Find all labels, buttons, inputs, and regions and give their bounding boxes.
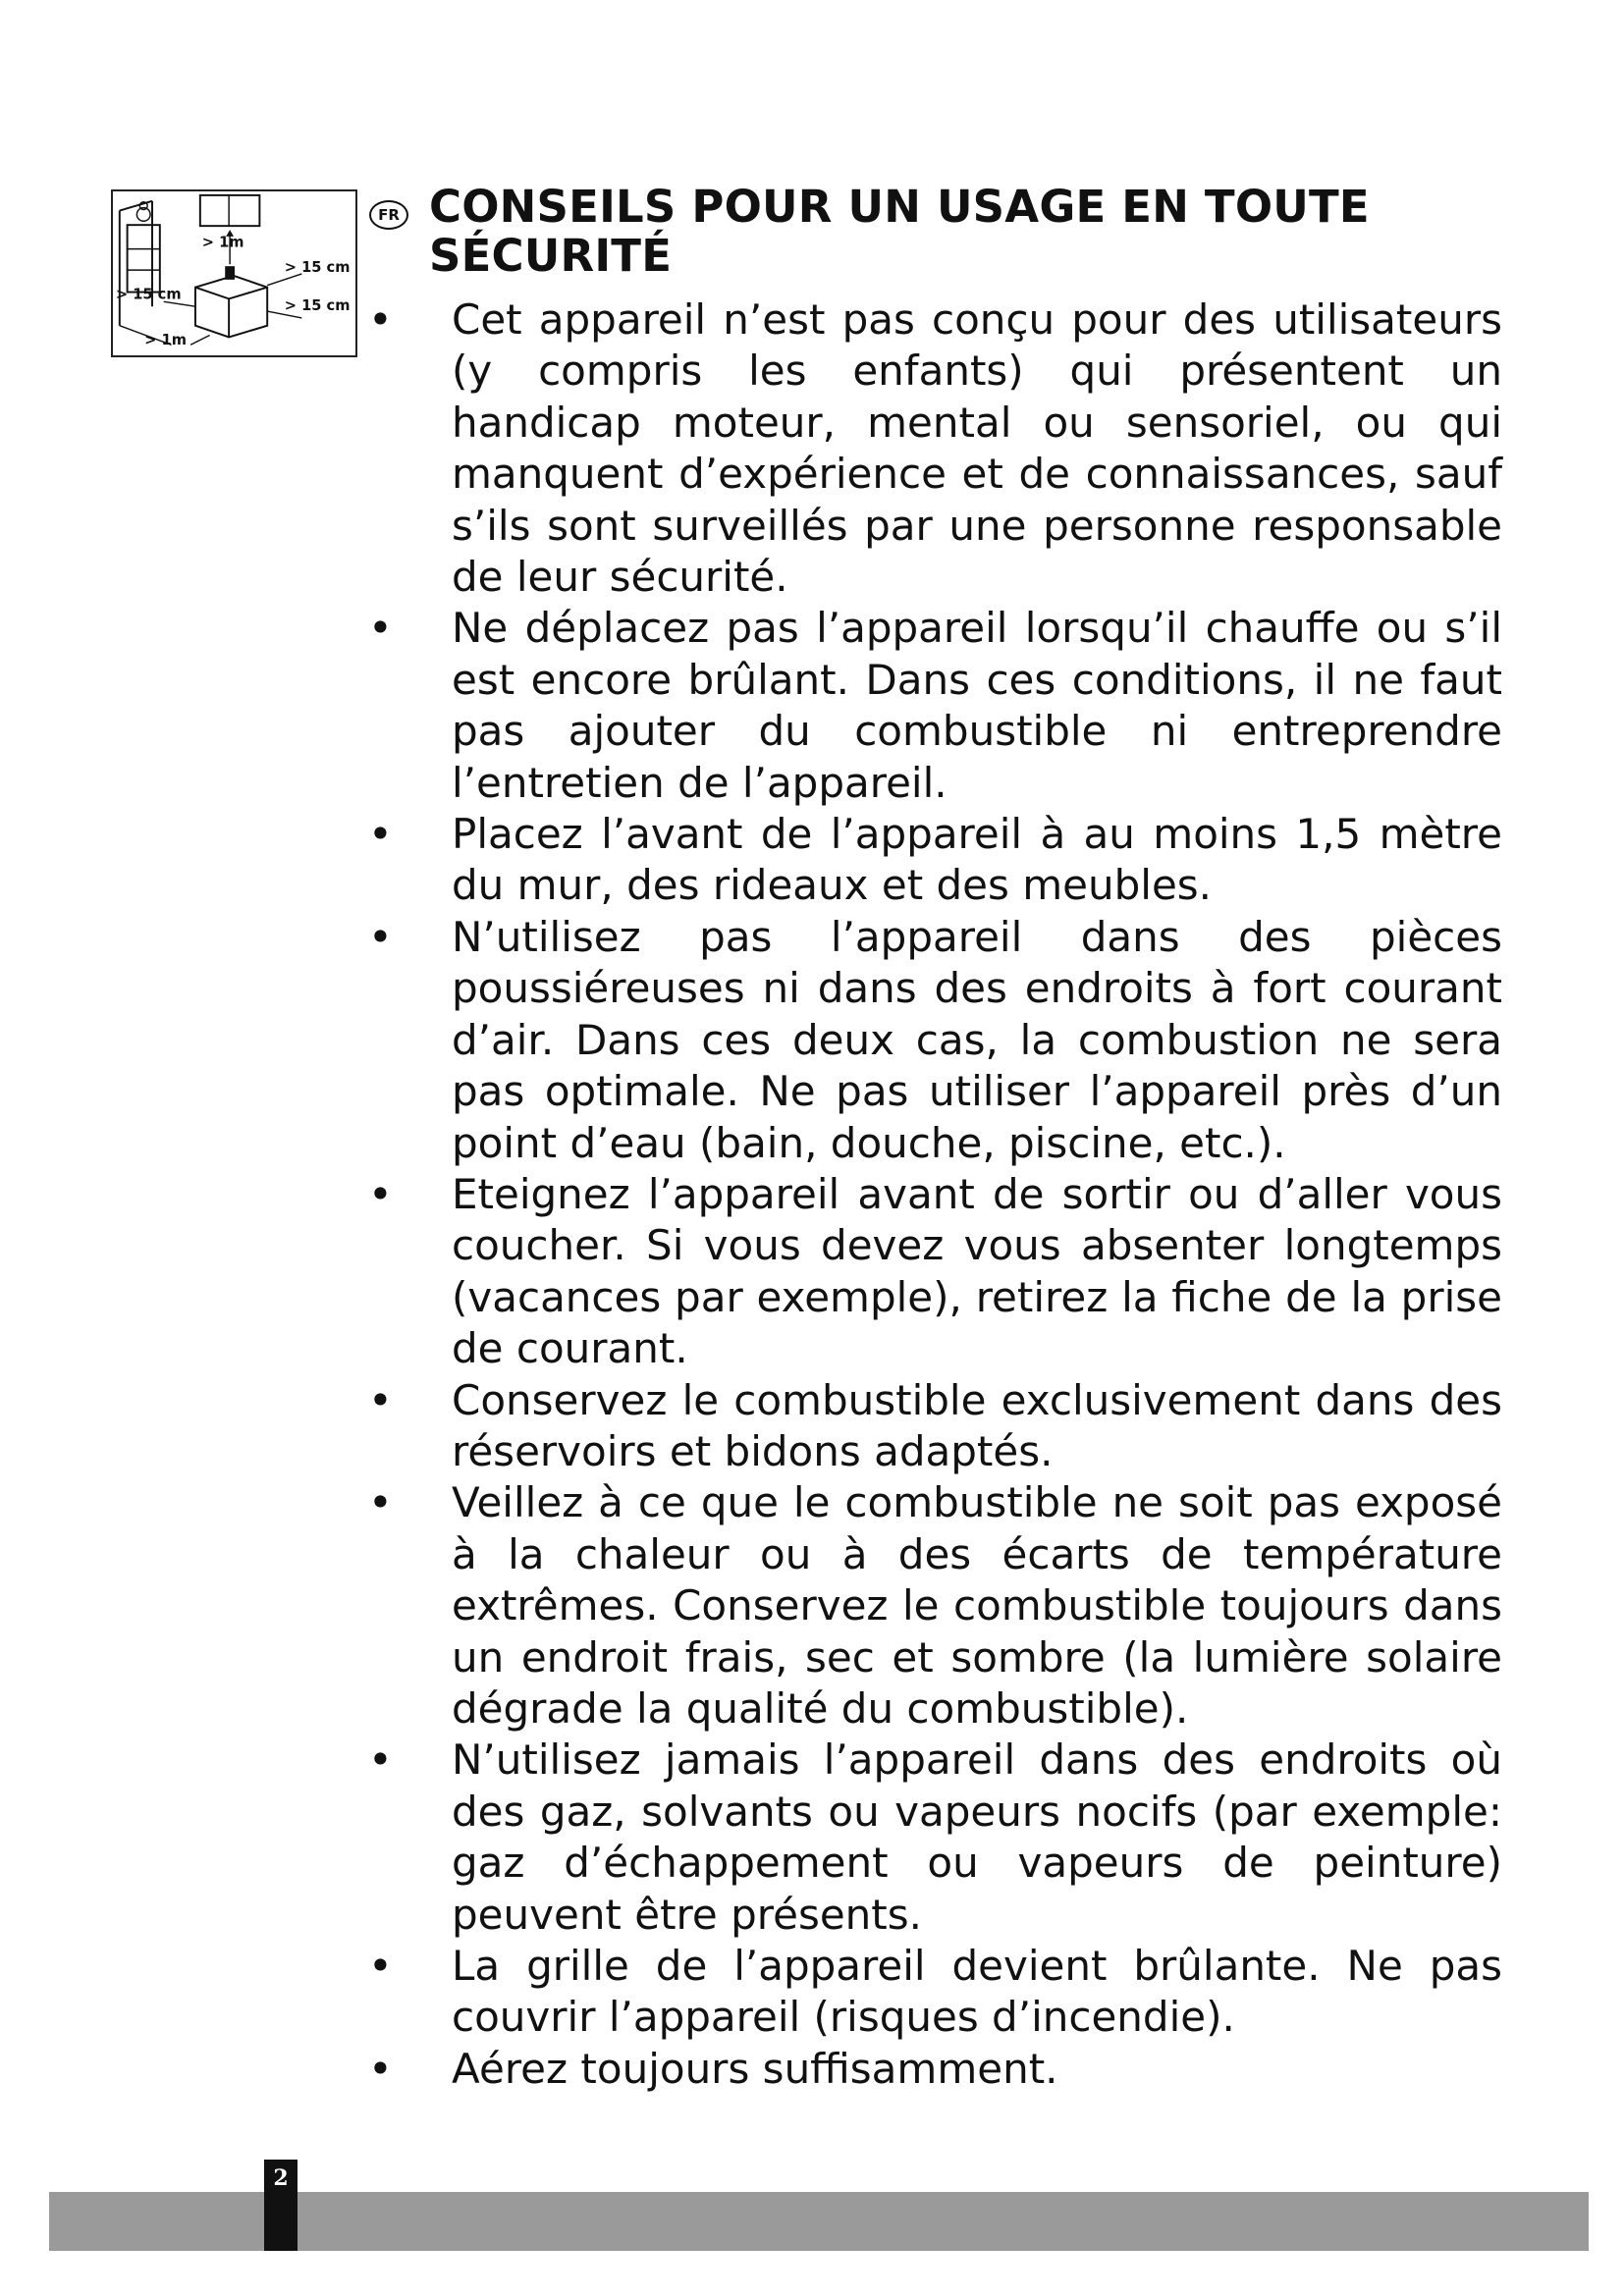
list-item-text: Conservez le combustible exclusivement dans des réservoirs et bidons adaptés. xyxy=(452,1375,1502,1475)
title-line-2: SÉCURITÉ xyxy=(429,230,673,282)
bullet-icon: • xyxy=(368,295,393,344)
language-badge: FR xyxy=(369,200,408,230)
clearance-diagram-drawing xyxy=(113,191,355,355)
list-item-text: N’utilisez jamais l’appareil dans des endroits où des gaz, solvants ou vapeurs nocifs (par exemple: gaz d’échappement ou vapeurs de peinture) peuvent être présents. xyxy=(452,1735,1502,1939)
list-item xyxy=(368,2044,1502,2095)
bullet-icon: • xyxy=(368,1169,393,1218)
list-item-text: Placez l’avant de l’appareil à au moins 1,5 mètre du mur, des rideaux et des meubles. xyxy=(452,810,1502,910)
list-item-text: Aérez toujours suffisamment. xyxy=(452,2044,1058,2093)
title-line-1: CONSEILS POUR UN USAGE EN TOUTE xyxy=(429,181,1370,233)
list-item xyxy=(368,912,1502,1169)
label-right-lower: > 15 cm xyxy=(284,297,351,315)
list-item-text: Veillez à ce que le combustible ne soit pas exposé à la chaleur ou à des écarts de température extrêmes. Conservez le combustible toujours dans un endroit frais, sec et sombre (la lumière solaire dégrade la qualité du combustible). xyxy=(452,1478,1502,1733)
bullet-icon: • xyxy=(368,1375,393,1424)
list-item xyxy=(368,1477,1502,1735)
page-number: 2 xyxy=(264,2160,298,2251)
list-item xyxy=(368,1169,1502,1375)
list-item-text: La grille de l’appareil devient brûlante. Ne pas couvrir l’appareil (risques d’incendie). xyxy=(452,1942,1502,2042)
list-item xyxy=(368,603,1502,809)
label-bottom: > 1m xyxy=(144,332,187,349)
bullet-icon: • xyxy=(368,604,393,653)
clearance-diagram xyxy=(111,189,357,357)
bullet-icon: • xyxy=(368,1942,393,1990)
list-item-text: Ne déplacez pas l’appareil lorsqu’il chauffe ou s’il est encore brûlant. Dans ces conditions, il ne faut pas ajouter du combustible ni entreprendre l’entretien de l’appareil. xyxy=(452,604,1502,807)
label-right-upper: > 15 cm xyxy=(284,259,351,277)
safety-list xyxy=(368,294,1502,2095)
bullet-icon: • xyxy=(368,912,393,961)
list-item-text: Cet appareil n’est pas conçu pour des utilisateurs (y compris les enfants) qui présentent un handicap moteur, mental ou sensoriel, ou qui manquent d’expérience et de connaissances, sauf s’ils sont surveillés par une personne responsable de leur sécurité. xyxy=(452,295,1502,602)
page-title xyxy=(429,183,1411,281)
list-item xyxy=(368,1941,1502,2044)
label-top: > 1m xyxy=(201,234,244,251)
list-item xyxy=(368,1375,1502,1478)
bullet-icon: • xyxy=(368,2044,393,2093)
bullet-icon: • xyxy=(368,1478,393,1527)
list-item-text: N’utilisez pas l’appareil dans des pièces poussiéreuses ni dans des endroits à fort courant d’air. Dans ces deux cas, la combustion ne sera pas optimale. Ne pas utiliser l’appareil près d’un point d’eau (bain, douche, piscine, etc.). xyxy=(452,912,1502,1167)
list-item-text: Eteignez l’appareil avant de sortir ou d’aller vous coucher. Si vous devez vous absenter longtemps (vacances par exemple), retirez la fiche de la prise de courant. xyxy=(452,1169,1502,1373)
bullet-icon: • xyxy=(368,810,393,859)
bullet-icon: • xyxy=(368,1735,393,1785)
list-item xyxy=(368,1735,1502,1941)
list-item xyxy=(368,294,1502,603)
label-left: > 15 cm xyxy=(115,286,182,303)
list-item xyxy=(368,809,1502,912)
